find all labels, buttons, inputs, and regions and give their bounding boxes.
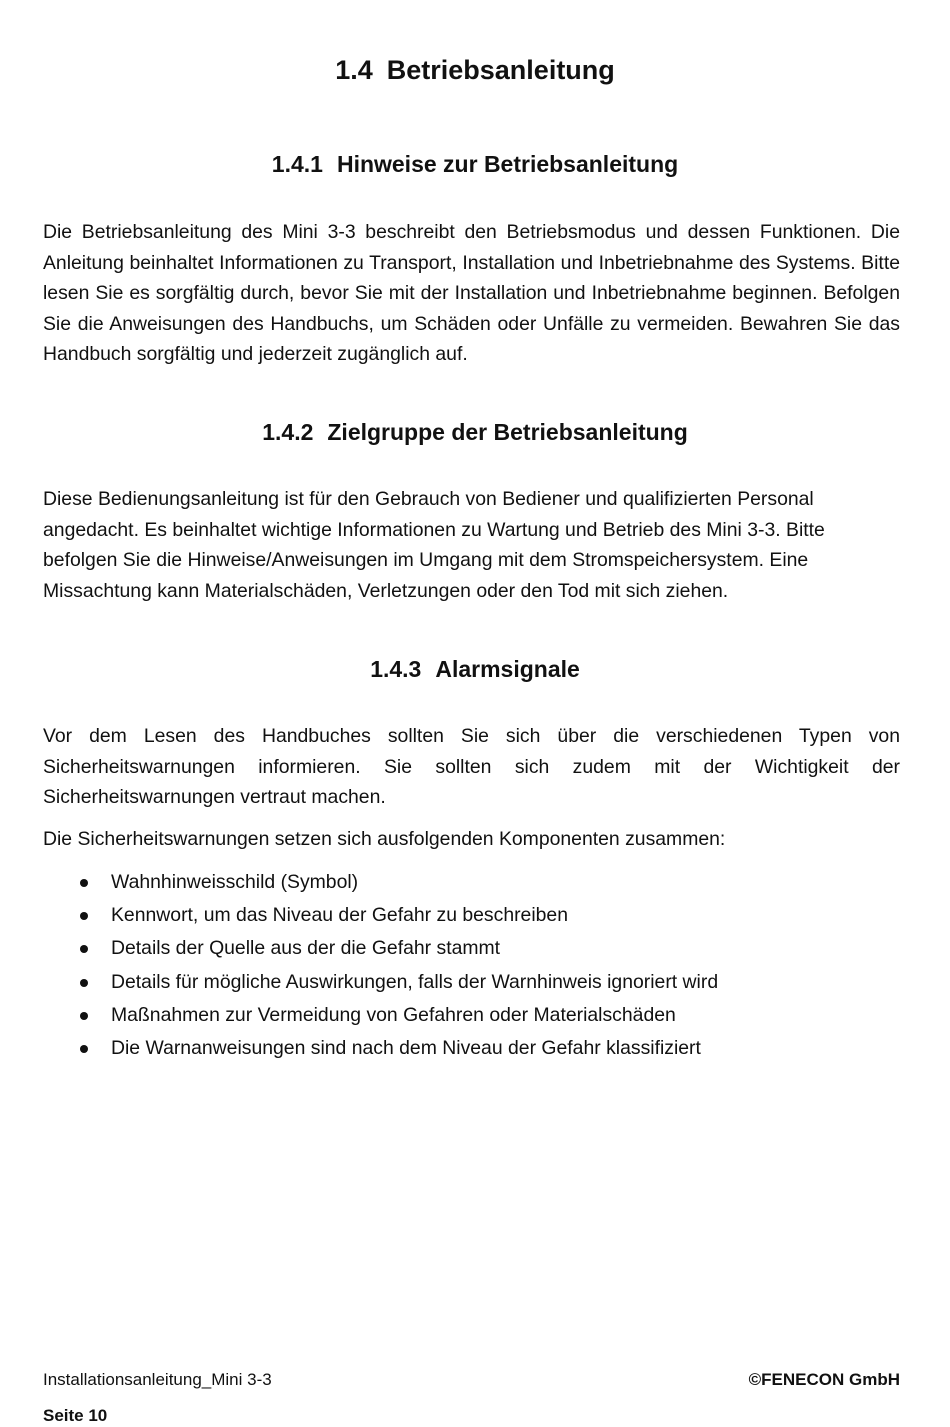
subsection-title: Hinweise zur Betriebsanleitung [336,151,679,177]
bullet-icon [80,912,88,920]
subsection-heading-1-4-2 [0,417,950,447]
paragraph-list-intro: Die Sicherheitswarnungen setzen sich ausfolgenden Komponenten zusammen: [43,828,726,850]
bullet-icon [80,945,88,953]
subsection-number: 1.4.3 [370,656,422,682]
bullet-icon [80,1012,88,1020]
subsection-number: 1.4.2 [262,419,314,445]
subsection-title: Zielgruppe der Betriebsanleitung [327,419,688,445]
list-item: Details der Quelle aus der die Gefahr stammt [43,932,900,965]
footer-copyright: ©FENECON GmbH [748,1370,900,1389]
bullet-icon [80,1045,88,1053]
section-title: Betriebsanleitung [386,55,615,85]
paragraph-line: Missachtung kann Materialschäden, Verletzungen oder den Tod mit sich ziehen. [43,579,729,602]
paragraph-line: befolgen Sie die Hinweise/Anweisungen im Umgang mit dem Stromspeichersystem. Eine [43,549,809,571]
list-item: Maßnahmen zur Vermeidung von Gefahren oder Materialschäden [43,999,900,1032]
page-number: Seite 10 [43,1406,108,1425]
section-number: 1.4 [335,55,373,85]
list-item: Die Warnanweisungen sind nach dem Niveau der Gefahr klassifiziert [43,1032,900,1065]
subsection-title: Alarmsignale [435,656,580,682]
section-heading [0,52,950,88]
subsection-number: 1.4.1 [271,151,323,177]
subsection-heading-1-4-3 [0,654,950,684]
paragraph-zielgruppe [43,484,900,606]
footer-document-name: Installationsanleitung_Mini 3-3 [43,1370,272,1389]
list-item: Kennwort, um das Niveau der Gefahr zu beschreiben [43,899,900,932]
paragraph-hinweise: Die Betriebsanleitung des Mini 3-3 beschreibt den Betriebsmodus und dessen Funktionen. Die Anleitung beinhaltet Informationen zu Transport, Installation und Inbetriebnahme des Systems. Bitte lesen Sie es sorgfältig durch, bevor Sie mit der Installation und Inbetriebnahme beginnen. Befolgen Sie die Anweisungen des Handbuchs, um Schäden oder Unfälle zu vermeiden. Bewahren Sie das Handbuch sorgfältig und jederzeit zugänglich auf. [43,221,900,365]
paragraph-line: Diese Bedienungsanleitung ist für den Gebrauch von Bediener und qualifizierten Personal [43,488,814,510]
subsection-heading-1-4-1 [0,149,950,179]
list-item: Details für mögliche Auswirkungen, falls der Warnhinweis ignoriert wird [43,966,900,999]
list-item: Wahnhinweisschild (Symbol) [43,866,900,899]
paragraph-alarmsignale: Vor dem Lesen des Handbuches sollten Sie sich über die verschiedenen Typen von Sicherheitswarnungen informieren. Sie sollten sich zudem mit der Wichtigkeit der Sicherheitswarnungen vertraut machen. [43,725,900,808]
paragraph-line: angedacht. Es beinhaltet wichtige Informationen zu Wartung und Betrieb des Mini 3-3. Bitte [43,518,825,541]
bullet-icon [80,879,88,887]
bullet-icon [80,979,88,987]
warning-components-list [43,866,900,1065]
